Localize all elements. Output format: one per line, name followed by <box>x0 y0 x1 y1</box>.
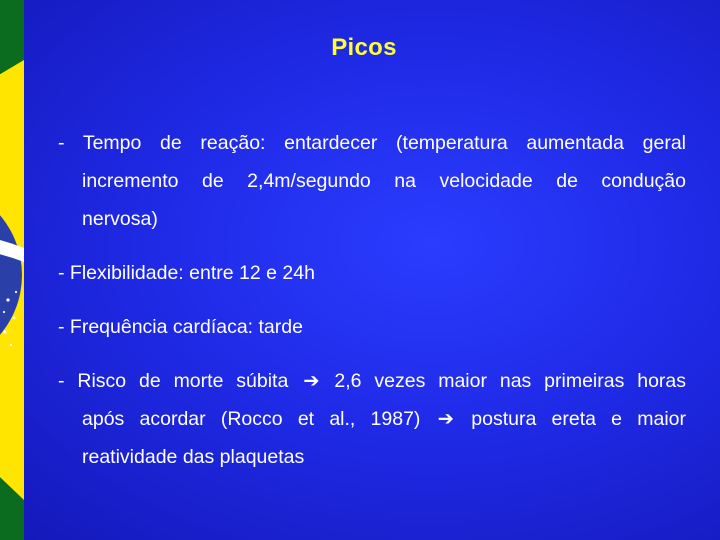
brazil-flag-icon <box>0 0 24 540</box>
bullet-line: - Flexibilidade: entre 12 e 24h <box>58 262 315 284</box>
bullet-line <box>58 400 686 438</box>
slide-title: Picos <box>331 34 397 61</box>
bullet-list <box>58 124 686 476</box>
right-arrow-icon: ➔ <box>303 370 320 392</box>
bullet-flexibility <box>58 254 686 292</box>
bullet-text: após acordar (Rocco et al., 1987) <box>82 408 421 430</box>
bullet-line: reatividade das plaquetas <box>82 446 305 468</box>
bullet-text: postura ereta e maior <box>471 408 687 430</box>
bullet-line <box>58 362 686 400</box>
bullet-line: - Frequência cardíaca: tarde <box>58 316 303 338</box>
bullet-line: - Tempo de reação: entardecer (temperatura aumentada geral <box>58 132 686 154</box>
bullet-line: incremento de 2,4m/segundo na velocidade de condução <box>82 170 686 192</box>
bullet-heart-rate <box>58 308 686 346</box>
right-arrow-icon: ➔ <box>437 408 455 430</box>
bullet-reaction-time <box>58 124 686 238</box>
bullet-line: nervosa) <box>82 208 158 230</box>
bullet-sudden-death <box>58 362 686 476</box>
bullet-text: - Risco de morte súbita <box>58 370 289 392</box>
bullet-text: 2,6 vezes maior nas primeiras horas <box>334 370 686 392</box>
